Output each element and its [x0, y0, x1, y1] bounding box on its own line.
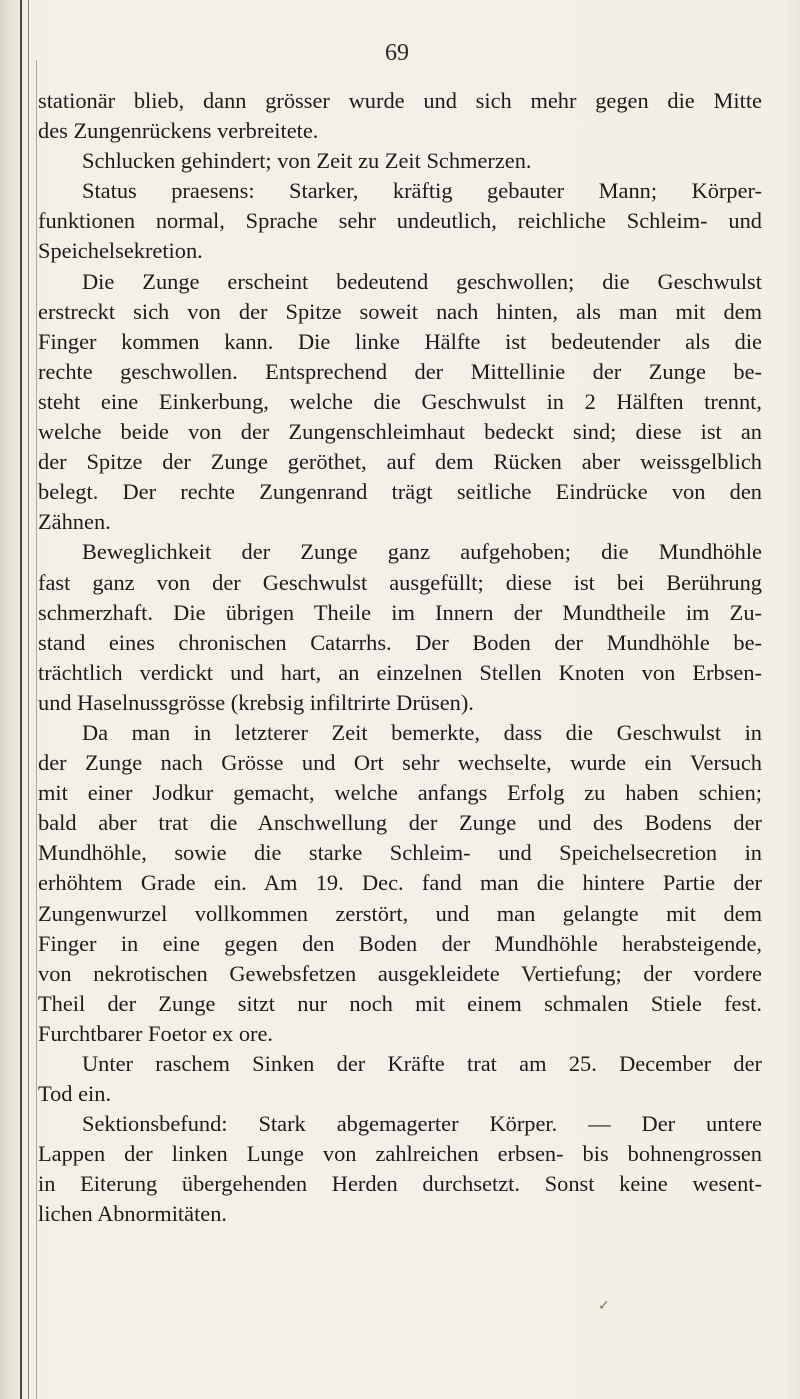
binding-edge-line-secondary	[28, 0, 29, 1399]
text-line: bald aber trat die Anschwellung der Zunge und des Bodens der	[38, 810, 762, 836]
text-line: Lappen der linken Lunge von zahlreichen erbsen- bis bohnengrossen	[38, 1141, 762, 1167]
text-line: Furchtbarer Foetor ex ore.	[38, 1020, 274, 1046]
text-line: belegt. Der rechte Zungenrand trägt seitliche Eindrücke von den	[38, 479, 762, 505]
text-line: steht eine Einkerbung, welche die Geschwulst in 2 Hälften trennt,	[38, 388, 762, 414]
text-line: rechte geschwollen. Entsprechend der Mittellinie der Zunge be-	[38, 358, 762, 384]
text-line: der Spitze der Zunge geröthet, auf dem Rücken aber weissgelblich	[38, 449, 762, 475]
ink-speck: ✓	[598, 1299, 610, 1314]
text-line: Beweglichkeit der Zunge ganz aufgehoben; die Mundhöhle	[82, 539, 762, 565]
text-line: Mundhöhle, sowie die starke Schleim- und Speichelsecretion in	[38, 840, 762, 866]
text-line: und Haselnussgrösse (krebsig infiltrirte Drüsen).	[38, 689, 474, 715]
text-line: Unter raschem Sinken der Kräfte trat am 25. December der	[82, 1051, 762, 1076]
binding-edge-line	[20, 0, 22, 1399]
text-line: Finger in eine gegen den Boden der Mundhöhle herabsteigende,	[38, 930, 762, 956]
text-line: der Zunge nach Grösse und Ort sehr wechselte, wurde ein Versuch	[38, 750, 762, 776]
text-line: erstreckt sich von der Spitze soweit nach hinten, als man mit dem	[38, 298, 762, 324]
text-line: funktionen normal, Sprache sehr undeutlich, reichliche Schleim- und	[38, 208, 762, 234]
body-text	[38, 86, 762, 1230]
text-line: Tod ein.	[38, 1081, 112, 1107]
text-line: trächtlich verdickt und hart, an einzelnen Stellen Knoten von Erbsen-	[38, 659, 762, 685]
text-line: Speichelsekretion.	[38, 238, 203, 264]
text-line: lichen Abnormitäten.	[38, 1201, 228, 1227]
text-line: Theil der Zunge sitzt nur noch mit einem schmalen Stiele fest.	[38, 990, 762, 1016]
gutter-shadow	[0, 0, 22, 1399]
text-line: Schlucken gehindert; von Zeit zu Zeit Schmerzen.	[82, 148, 532, 174]
text-line: Finger kommen kann. Die linke Hälfte ist bedeutender als die	[38, 328, 762, 354]
text-line: welche beide von der Zungenschleimhaut bedeckt sind; diese ist an	[38, 419, 762, 445]
text-line: erhöhtem Grade ein. Am 19. Dec. fand man die hintere Partie der	[38, 870, 762, 896]
page-number: 69	[385, 40, 409, 66]
text-line: Zähnen.	[38, 509, 111, 535]
text-line: Zungenwurzel vollkommen zerstört, und man gelangte mit dem	[38, 900, 762, 926]
text-line: des Zungenrückens verbreitete.	[38, 118, 319, 144]
text-line: fast ganz von der Geschwulst ausgefüllt; diese ist bei Berührung	[38, 569, 762, 595]
text-line: Da man in letzterer Zeit bemerkte, dass die Geschwulst in	[82, 719, 762, 745]
text-line: in Eiterung übergehenden Herden durchsetzt. Sonst keine wesent-	[38, 1171, 762, 1197]
text-line: mit einer Jodkur gemacht, welche anfangs Erfolg zu haben schien;	[38, 780, 762, 806]
text-line: Die Zunge erscheint bedeutend geschwollen; die Geschwulst	[82, 268, 762, 294]
text-line: von nekrotischen Gewebsfetzen ausgekleidete Vertiefung; der vordere	[38, 960, 762, 986]
binding-edge-line-tertiary	[36, 60, 37, 1399]
text-line: Sektionsbefund: Stark abgemagerter Körper. — Der untere	[82, 1111, 762, 1137]
text-line: stationär blieb, dann grösser wurde und sich mehr gegen die Mitte	[38, 88, 762, 113]
text-line: stand eines chronischen Catarrhs. Der Boden der Mundhöhle be-	[38, 629, 762, 655]
text-line: Status praesens: Starker, kräftig gebauter Mann; Körper-	[82, 178, 762, 204]
text-line: schmerzhaft. Die übrigen Theile im Innern der Mundtheile im Zu-	[38, 599, 762, 625]
